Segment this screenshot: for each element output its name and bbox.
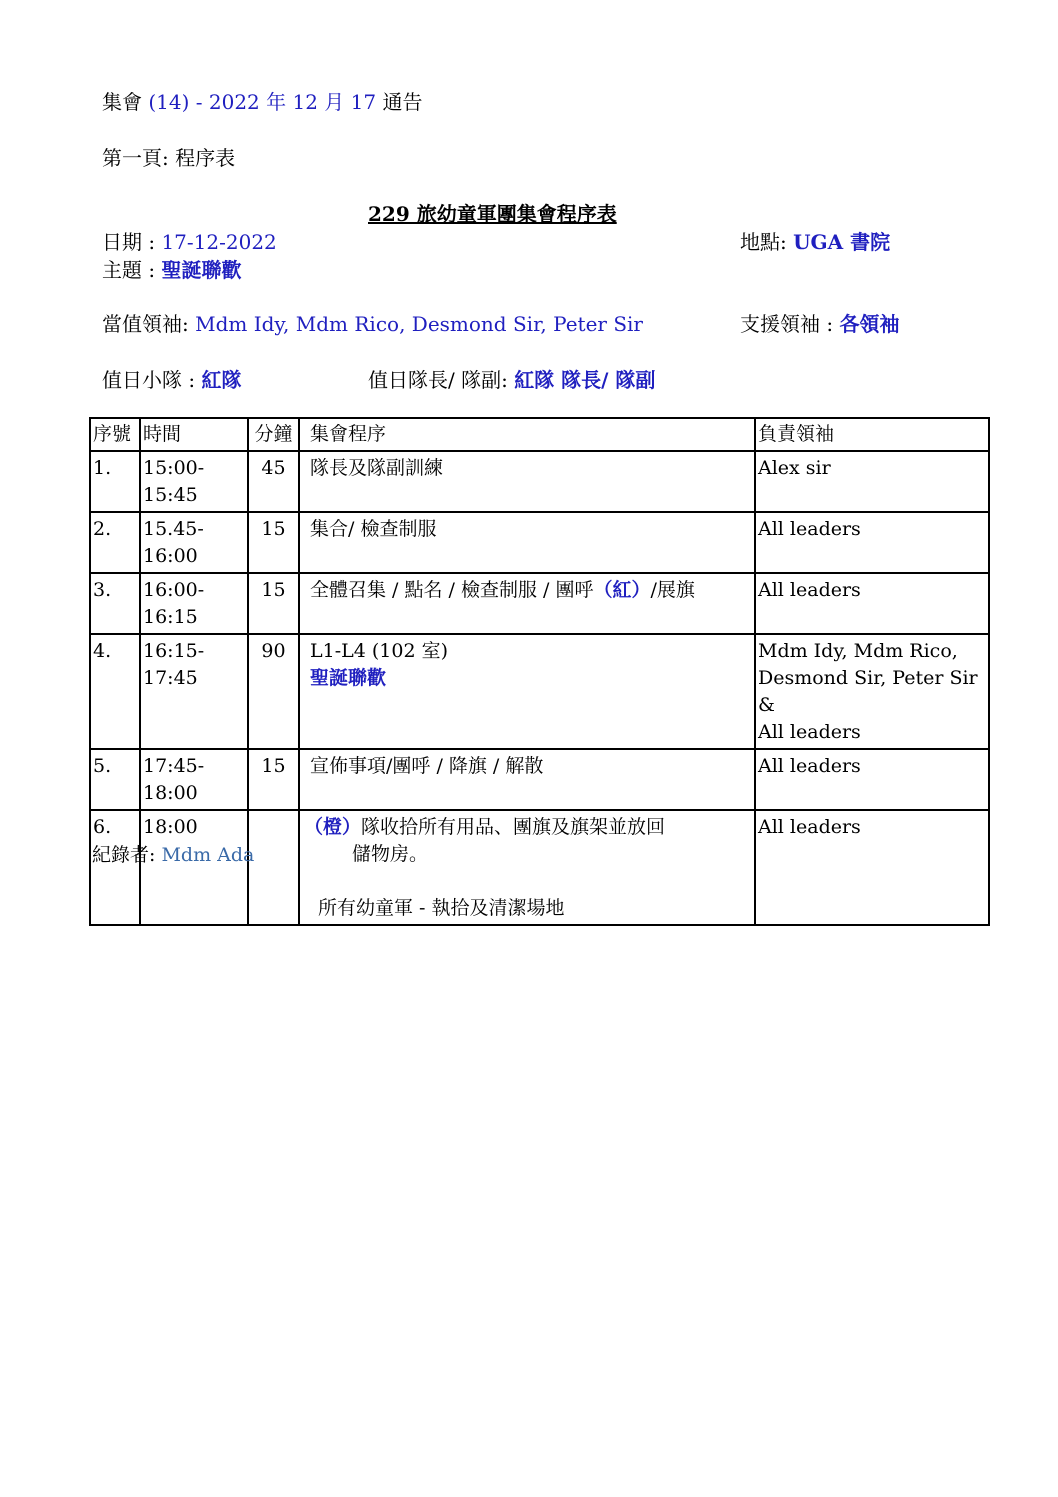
table-row — [90, 573, 989, 634]
header-program: 集會程序 — [299, 418, 755, 451]
table-row — [90, 634, 989, 749]
support-leaders-label: 支援領袖 : — [740, 312, 840, 336]
duty-patrol-label: 值日小隊 : — [102, 368, 202, 392]
row-minutes: 15 — [248, 512, 299, 573]
row-time: 17:45-18:00 — [140, 749, 248, 810]
row-time: 16:00-16:15 — [140, 573, 248, 634]
row-program: 集合/ 檢查制服 — [299, 512, 755, 573]
row-program — [299, 573, 755, 634]
program-text: /展旗 — [650, 579, 695, 601]
duty-captain-value: 紅隊 隊長/ 隊副 — [514, 368, 656, 392]
row-time: 15.45-16:00 — [140, 512, 248, 573]
header-minutes: 分鐘 — [248, 418, 299, 451]
recorder-value: Mdm Ada — [161, 844, 255, 866]
row-program: 隊長及隊副訓練 — [299, 451, 755, 512]
venue-line — [740, 226, 890, 255]
row-minutes: 15 — [248, 749, 299, 810]
row-minutes: 90 — [248, 634, 299, 749]
row-leader: All leaders — [755, 810, 989, 925]
duty-leaders-value: Mdm Idy, Mdm Rico, Desmond Sir, Peter Sir — [195, 312, 643, 336]
notice-number-date: (14) - 2022 年 12 月 17 — [148, 90, 377, 114]
duty-captain-line — [368, 364, 655, 393]
recorder-label: 紀錄者: — [92, 844, 162, 866]
duty-captain-label: 值日隊長/ 隊副: — [368, 368, 515, 392]
notice-prefix: 集會 — [102, 90, 149, 114]
row-minutes — [248, 810, 299, 925]
program-title: 229 旅幼童軍團集會程序表 — [368, 202, 617, 226]
row-no: 5. — [90, 749, 140, 810]
blank-line — [304, 868, 752, 895]
row-leader: Alex sir — [755, 451, 989, 512]
theme-value: 聖誕聯歡 — [161, 258, 242, 282]
header-leader: 負責領袖 — [755, 418, 989, 451]
row-no: 6. — [90, 810, 140, 925]
program-text: 隊收拾所有用品、團旗及旗架並放回 — [361, 816, 666, 838]
row-leader: All leaders — [755, 573, 989, 634]
patrol-color-orange: （橙） — [304, 816, 362, 838]
notice-heading — [102, 86, 422, 115]
program-text: 所有幼童軍 - 執拾及清潔場地 — [318, 897, 565, 919]
duty-patrol-value: 紅隊 — [201, 368, 242, 392]
row-minutes: 15 — [248, 573, 299, 634]
table-row — [90, 451, 989, 512]
row-no: 4. — [90, 634, 140, 749]
date-label: 日期 : — [102, 230, 162, 254]
duty-leaders-line — [102, 308, 643, 337]
recorder-line — [92, 840, 254, 867]
venue-value: UGA 書院 — [793, 230, 891, 254]
program-text: 全體召集 / 點名 / 檢查制服 / 團呼 — [310, 579, 594, 601]
patrol-color-red: （紅） — [593, 579, 651, 601]
notice-suffix: 通告 — [376, 90, 423, 114]
theme-label: 主題 : — [102, 258, 162, 282]
program-text: 儲物房。 — [352, 843, 429, 865]
row-program — [299, 634, 755, 749]
date-value: 17-12-2022 — [161, 230, 277, 254]
header-time: 時間 — [140, 418, 248, 451]
table-row — [90, 749, 989, 810]
row-no: 2. — [90, 512, 140, 573]
row-time: 15:00-15:45 — [140, 451, 248, 512]
header-no: 序號 — [90, 418, 140, 451]
table-row — [90, 810, 989, 925]
row-program: 宣佈事項/團呼 / 降旗 / 解散 — [299, 749, 755, 810]
support-leaders-line — [740, 308, 899, 337]
row-leader: All leaders — [755, 512, 989, 573]
table-row — [90, 512, 989, 573]
table-header-row — [90, 418, 989, 451]
page-label: 第一頁: 程序表 — [102, 146, 236, 170]
duty-leaders-label: 當值領袖: — [102, 312, 196, 336]
duty-patrol-line — [102, 364, 241, 393]
support-leaders-value: 各領袖 — [839, 312, 900, 336]
leader-line: Desmond Sir, Peter Sir & — [758, 667, 978, 716]
leader-line: All leaders — [758, 721, 861, 743]
row-leader: All leaders — [755, 749, 989, 810]
row-time: 16:15-17:45 — [140, 634, 248, 749]
row-program — [299, 810, 755, 925]
leader-line: Mdm Idy, Mdm Rico, — [758, 640, 958, 662]
row-minutes: 45 — [248, 451, 299, 512]
program-room: L1-L4 (102 室) — [310, 640, 449, 662]
venue-label: 地點: — [740, 230, 794, 254]
row-no: 3. — [90, 573, 140, 634]
program-theme: 聖誕聯歡 — [310, 667, 387, 689]
row-no: 1. — [90, 451, 140, 512]
theme-line — [102, 254, 241, 283]
date-line — [102, 226, 277, 255]
row-leader — [755, 634, 989, 749]
row-time: 18:00 — [140, 810, 248, 925]
